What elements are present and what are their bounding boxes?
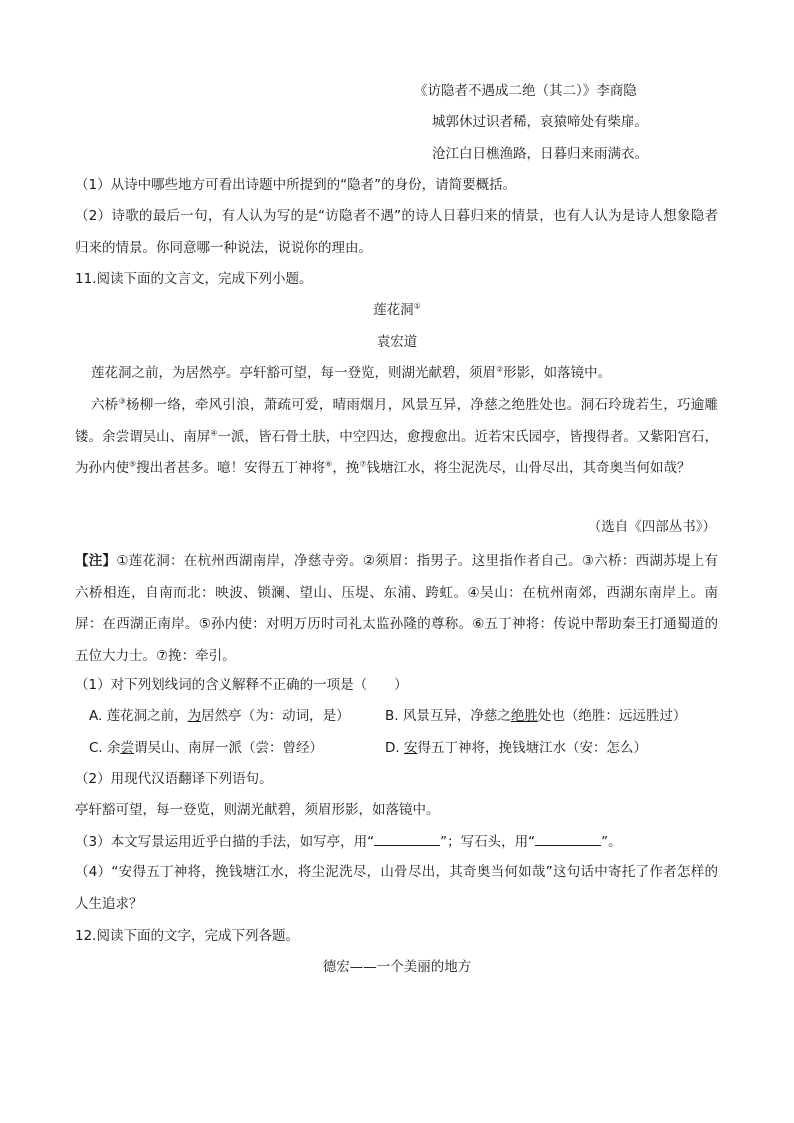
q11-sub1: （1）对下列划线词的含义解释不正确的一项是（ ） — [75, 677, 408, 693]
annotation-notes: 【注】①莲花洞：在杭州西湖南岸，净慈寺旁。②须眉：指男子。这里指作者自己。③六桥：西湖苏堤上有六桥相连，自南而北：映波、锁澜、望山、压堤、东浦、跨虹。④吴山：在杭州南郊，西湖东南岸上。南屏：在西湖正南岸。⑤孙内使：对明万历时司礼太监孙隆的尊称。⑥五丁神将：传说中帮助秦王打通蜀道的五位大力士。⑦挽：牵引。 — [75, 553, 718, 664]
option-d: D. 安得五丁神将，挽钱塘江水（安：怎么） — [385, 740, 647, 756]
q11-sub4: （4）“安得五丁神将，挽钱塘江水，将尘泥洗尽，山骨尽出，其奇奥当何如哉”这句话中寄托了作者怎样的人生追求？ — [75, 864, 718, 912]
q11-sub2-sentence: 亭轩豁可望，每一登览，则湖光献碧，须眉形影，如落镜中。 — [75, 802, 440, 818]
passage-title: 莲花洞① — [373, 301, 421, 318]
passage-source: （选自《四部丛书》） — [587, 519, 716, 535]
note-label: 【注】 — [75, 553, 117, 569]
option-c: C. 余尝谓吴山、南屏一派（尝：曾经） — [89, 740, 324, 756]
option-b: B. 风景互异，净慈之绝胜处也（绝胜：远远胜过） — [385, 708, 687, 724]
passage-author: 袁宏道 — [376, 334, 418, 350]
answer-blank-2[interactable] — [535, 832, 601, 846]
answer-blank-1[interactable] — [374, 832, 440, 846]
poem-line-1: 城郭休过识者稀，哀猿啼处有柴扉。 — [432, 114, 648, 130]
q12-stem: 12.阅读下面的文字，完成下列各题。 — [75, 928, 299, 944]
option-a: A. 莲花洞之前，为居然亭（为：动词，是） — [89, 708, 350, 724]
passage-paragraph-1: 莲花洞之前，为居然亭。亭轩豁可望，每一登览，则湖光献碧，须眉②形影，如落镜中。 — [91, 364, 612, 381]
poem-title: 《访隐者不遇成二绝（其二）》李商隐 — [414, 83, 637, 99]
q11-sub2: （2）用现代汉语翻译下列语句。 — [75, 771, 273, 787]
q11-sub3: （3）本文写景运用近乎白描的手法，如写亭，用“ ”；写石头，用“ ”。 — [75, 834, 622, 850]
poem-line-2: 沧江白日樵渔路，日暮归来雨满衣。 — [432, 146, 648, 162]
passage-paragraph-2: 六桥③杨柳一络，牵风引浪，萧疏可爱，晴雨烟月，风景互异，净慈之绝胜处也。洞石玲珑若生，巧逾雕镂。余尝谓吴山、南屏④一派，皆石骨土肤，中空四达，愈搜愈出。近若宋氏园亭，皆搜得者。又紫阳宫石，为孙内使⑤搜出者甚多。噫！安得五丁神将⑥，挽⑦钱塘江水，将尘泥洗尽，山骨尽出，其奇奥当何如哉？ — [75, 396, 719, 476]
q10-sub2: （2）诗歌的最后一句，有人认为写的是“访隐者不遇”的诗人日暮归来的情景，也有人认为是诗人想象隐者归来的情景。你同意哪一种说法，说说你的理由。 — [75, 208, 718, 256]
q12-title: 德宏——一个美丽的地方 — [322, 959, 472, 975]
q10-sub1: （1）从诗中哪些地方可看出诗题中所提到的“隐者”的身份，请简要概括。 — [75, 177, 517, 193]
q11-stem: 11.阅读下面的文言文，完成下列小题。 — [75, 271, 313, 287]
